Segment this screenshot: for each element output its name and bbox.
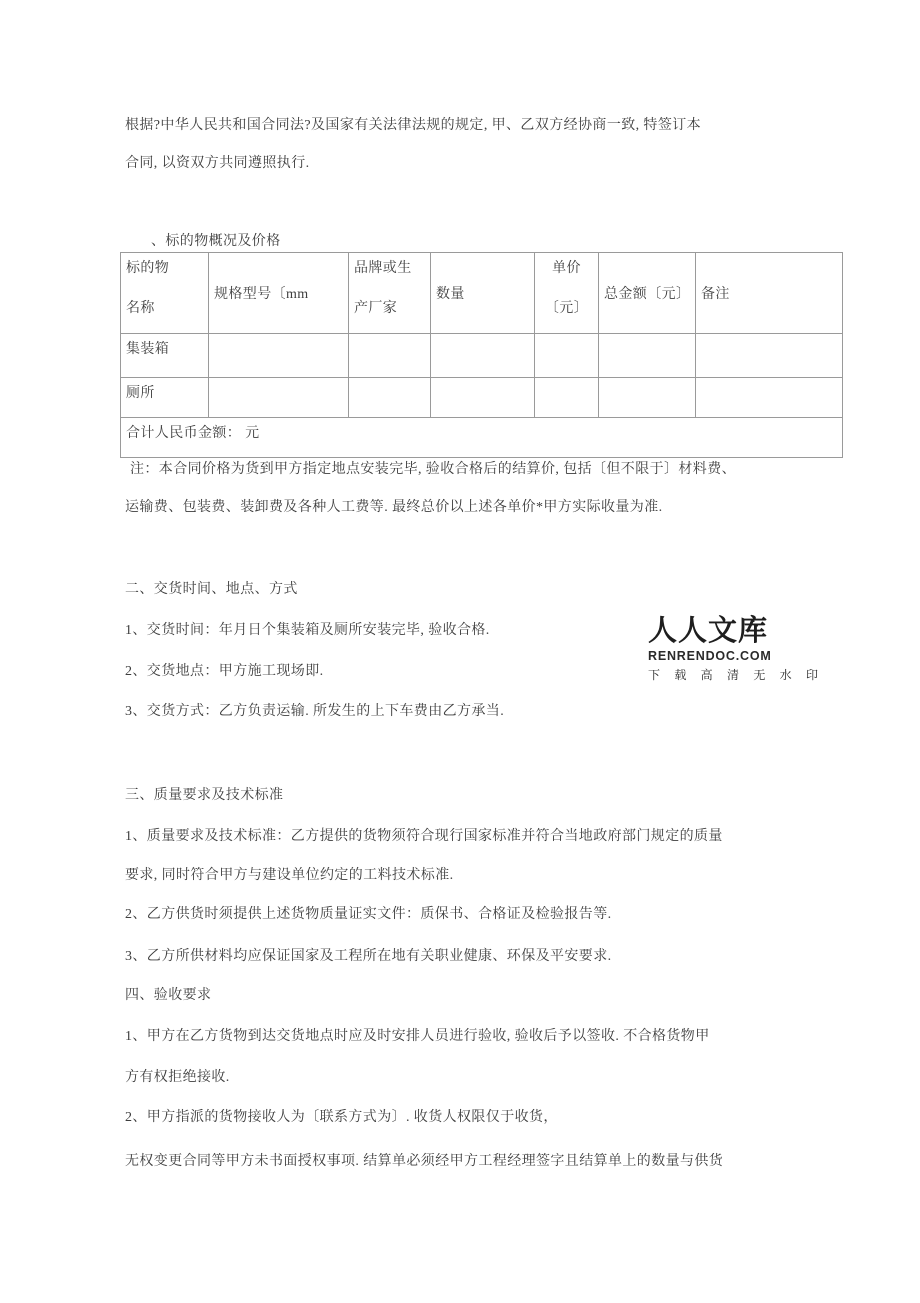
empty-cell <box>599 378 696 418</box>
header-cell-remarks: 备注 <box>696 253 843 334</box>
goods-price-table <box>120 252 843 458</box>
renrendoc-watermark <box>648 615 824 683</box>
section1-title: 、标的物概况及价格 <box>151 234 281 249</box>
table-header-row <box>121 253 843 334</box>
empty-cell <box>696 334 843 378</box>
header-cell-unit-price <box>535 253 599 334</box>
intro-line-2: 合同, 以资双方共同遵照执行. <box>125 156 310 171</box>
header-cell-spec-model: 规格型号〔mm <box>209 253 349 334</box>
header-cell-brand-manufacturer <box>349 253 431 334</box>
row-container-name-cell: 集装箱 <box>121 334 209 378</box>
header-brand-line2: 产厂家 <box>354 301 398 316</box>
section2-title: 二、交货时间、地点、方式 <box>125 582 298 597</box>
section4-item-2-line-1: 2、甲方指派的货物接收人为〔联系方式为〕. 收货人权限仅于收货， <box>125 1110 558 1125</box>
empty-cell <box>349 378 431 418</box>
header-subject-line1: 标的物 <box>126 261 170 276</box>
table-row-toilet <box>121 378 843 418</box>
watermark-tagline-text: 下 载 高 清 无 水 印 <box>648 668 824 682</box>
section2-item-3: 3、交货方式：乙方负责运输. 所发生的上下车费由乙方承当. <box>125 704 505 719</box>
table-note-line-2: 运输费、包装费、装卸费及各种人工费等. 最终总价以上述各单价*甲方实际收量为准. <box>125 500 663 515</box>
section4-item-2-line-2: 无权变更合同等甲方未书面授权事项. 结算单必须经甲方工程经理签字且结算单上的数量与供货 <box>125 1154 724 1169</box>
empty-cell <box>535 334 599 378</box>
empty-cell <box>535 378 599 418</box>
header-brand-line1: 品牌或生 <box>354 261 412 276</box>
table-row-container <box>121 334 843 378</box>
row-toilet-name-cell: 厕所 <box>121 378 209 418</box>
empty-cell <box>431 378 535 418</box>
empty-cell <box>696 378 843 418</box>
total-amount-cell: 合计人民币金额： 元 <box>121 418 843 458</box>
section4-title: 四、验收要求 <box>125 988 212 1003</box>
table-total-row <box>121 418 843 458</box>
empty-cell <box>431 334 535 378</box>
empty-cell <box>349 334 431 378</box>
section4-item-1-line-2: 方有权拒绝接收. <box>125 1070 230 1085</box>
watermark-logo-text: 人人文库 <box>648 615 769 647</box>
empty-cell <box>209 334 349 378</box>
header-unit-price-line1: 单价 <box>552 261 581 276</box>
section2-item-2: 2、交货地点：甲方施工现场即. <box>125 664 324 679</box>
header-subject-line2: 名称 <box>126 301 155 316</box>
header-cell-total-amount: 总金额〔元〕 <box>599 253 696 334</box>
intro-line-1: 根据?中华人民共和国合同法?及国家有关法律法规的规定, 甲、乙双方经协商一致, 特签订本 <box>125 118 702 133</box>
section3-title: 三、质量要求及技术标准 <box>125 788 284 803</box>
section4-item-1-line-1: 1、甲方在乙方货物到达交货地点时应及时安排人员进行验收, 验收后予以签收. 不合格货物甲 <box>125 1029 710 1044</box>
section3-item-1-line-1: 1、质量要求及技术标准：乙方提供的货物须符合现行国家标准并符合当地政府部门规定的质量 <box>125 829 723 844</box>
empty-cell <box>599 334 696 378</box>
header-unit-price-line2: 〔元〕 <box>544 301 589 316</box>
header-cell-quantity: 数量 <box>431 253 535 334</box>
section2-item-1: 1、交货时间：年月日个集装箱及厕所安装完毕, 验收合格. <box>125 623 490 638</box>
watermark-domain-text: RENRENDOC.COM <box>648 649 772 663</box>
section3-item-3: 3、乙方所供材料均应保证国家及工程所在地有关职业健康、环保及平安要求. <box>125 949 612 964</box>
section3-item-2: 2、乙方供货时须提供上述货物质量证实文件：质保书、合格证及检验报告等. <box>125 907 612 922</box>
table-note-line-1: 注：本合同价格为货到甲方指定地点安装完毕, 验收合格后的结算价, 包括〔但不限于〕材料费、 <box>130 462 736 477</box>
section3-item-1-line-2: 要求, 同时符合甲方与建设单位约定的工料技术标准. <box>125 868 454 883</box>
header-cell-subject-name <box>121 253 209 334</box>
empty-cell <box>209 378 349 418</box>
